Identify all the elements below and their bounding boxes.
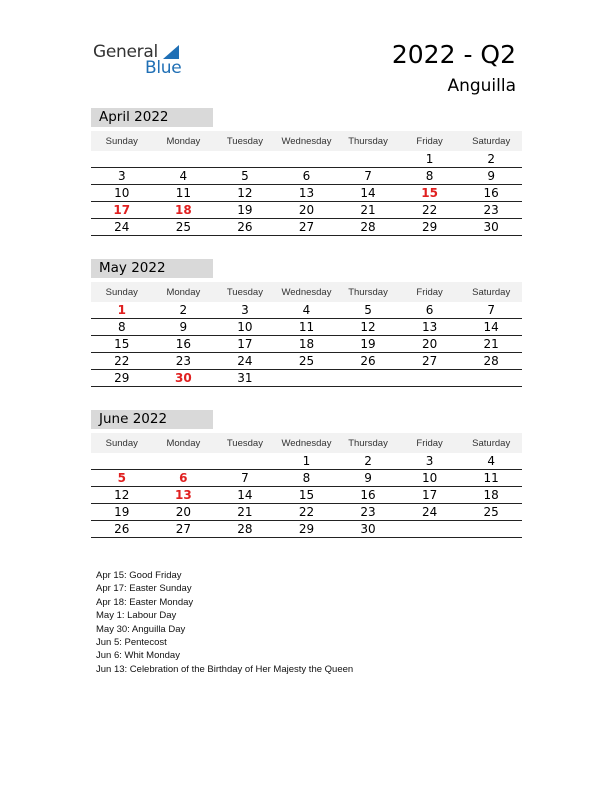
week-row — [91, 470, 522, 487]
day-cell: 15 — [399, 185, 461, 202]
day-cell: 8 — [399, 168, 461, 185]
holiday-note: May 30: Anguilla Day — [96, 623, 186, 635]
weekday-header: Monday — [153, 433, 215, 453]
day-cell: 2 — [337, 453, 399, 470]
day-cell: 29 — [91, 370, 153, 387]
day-cell: 8 — [276, 470, 338, 487]
day-cell: 21 — [460, 336, 522, 353]
day-cell: 12 — [337, 319, 399, 336]
day-cell: 28 — [337, 219, 399, 236]
day-cell: 14 — [460, 319, 522, 336]
holiday-note: Jun 5: Pentecost — [96, 637, 167, 649]
weekday-header: Saturday — [460, 433, 522, 453]
week-row — [91, 521, 522, 538]
day-cell: 11 — [460, 470, 522, 487]
day-cell — [153, 151, 215, 168]
day-cell: 23 — [460, 202, 522, 219]
weekday-header-row — [91, 433, 522, 453]
day-cell — [214, 453, 276, 470]
weekday-header: Tuesday — [214, 131, 276, 151]
day-cell: 27 — [276, 219, 338, 236]
day-cell: 7 — [460, 302, 522, 319]
day-cell: 3 — [91, 168, 153, 185]
logo — [93, 42, 203, 78]
day-cell: 25 — [153, 219, 215, 236]
day-cell: 16 — [460, 185, 522, 202]
month-block-april — [91, 108, 522, 236]
weekday-header: Wednesday — [276, 282, 338, 302]
day-cell: 27 — [153, 521, 215, 538]
weekday-header: Friday — [399, 433, 461, 453]
day-cell: 29 — [276, 521, 338, 538]
day-cell: 15 — [276, 487, 338, 504]
month-block-june — [91, 410, 522, 538]
day-cell: 4 — [276, 302, 338, 319]
month-block-may — [91, 259, 522, 387]
day-cell: 6 — [399, 302, 461, 319]
day-cell: 11 — [153, 185, 215, 202]
day-cell: 18 — [153, 202, 215, 219]
day-cell: 1 — [399, 151, 461, 168]
month-calendar — [91, 282, 522, 387]
weekday-header: Wednesday — [276, 131, 338, 151]
weekday-header: Sunday — [91, 131, 153, 151]
month-label: June 2022 — [91, 410, 213, 429]
day-cell: 21 — [214, 504, 276, 521]
holiday-note: Jun 6: Whit Monday — [96, 650, 180, 662]
day-cell: 26 — [337, 353, 399, 370]
day-cell: 9 — [153, 319, 215, 336]
holiday-note: Apr 17: Easter Sunday — [96, 583, 192, 595]
day-cell: 26 — [214, 219, 276, 236]
weekday-header-row — [91, 131, 522, 151]
day-cell — [276, 151, 338, 168]
week-row — [91, 302, 522, 319]
day-cell — [153, 453, 215, 470]
day-cell: 18 — [460, 487, 522, 504]
day-cell: 24 — [399, 504, 461, 521]
day-cell: 4 — [153, 168, 215, 185]
day-cell: 24 — [214, 353, 276, 370]
day-cell: 23 — [337, 504, 399, 521]
weekday-header: Thursday — [337, 433, 399, 453]
day-cell: 25 — [460, 504, 522, 521]
day-cell: 10 — [399, 470, 461, 487]
day-cell: 10 — [214, 319, 276, 336]
day-cell: 5 — [91, 470, 153, 487]
weekday-header: Tuesday — [214, 433, 276, 453]
week-row — [91, 353, 522, 370]
week-row — [91, 151, 522, 168]
weekday-header: Monday — [153, 131, 215, 151]
day-cell: 31 — [214, 370, 276, 387]
day-cell: 19 — [91, 504, 153, 521]
day-cell: 8 — [91, 319, 153, 336]
day-cell: 10 — [91, 185, 153, 202]
holiday-note: Jun 13: Celebration of the Birthday of Her Majesty the Queen — [96, 663, 354, 675]
day-cell: 13 — [399, 319, 461, 336]
day-cell: 3 — [214, 302, 276, 319]
day-cell: 25 — [276, 353, 338, 370]
weekday-header: Sunday — [91, 433, 153, 453]
day-cell: 28 — [214, 521, 276, 538]
page-title: 2022 - Q2 — [391, 40, 516, 69]
month-label: May 2022 — [91, 259, 213, 278]
day-cell — [91, 151, 153, 168]
day-cell: 28 — [460, 353, 522, 370]
day-cell: 22 — [399, 202, 461, 219]
day-cell: 4 — [460, 453, 522, 470]
day-cell: 18 — [276, 336, 338, 353]
day-cell — [460, 370, 522, 387]
holiday-note: Apr 18: Easter Monday — [96, 596, 194, 608]
holiday-note: Apr 15: Good Friday — [96, 570, 182, 581]
weekday-header: Wednesday — [276, 433, 338, 453]
day-cell — [91, 453, 153, 470]
logo-general-text: General — [93, 42, 158, 62]
day-cell: 30 — [337, 521, 399, 538]
week-row — [91, 504, 522, 521]
day-cell — [214, 151, 276, 168]
weekday-header: Tuesday — [214, 282, 276, 302]
day-cell: 22 — [276, 504, 338, 521]
day-cell: 27 — [399, 353, 461, 370]
week-row — [91, 168, 522, 185]
day-cell — [399, 370, 461, 387]
week-row — [91, 219, 522, 236]
day-cell: 6 — [153, 470, 215, 487]
weekday-header: Sunday — [91, 282, 153, 302]
month-calendar — [91, 433, 522, 538]
day-cell: 14 — [337, 185, 399, 202]
day-cell: 7 — [214, 470, 276, 487]
day-cell: 5 — [214, 168, 276, 185]
day-cell: 13 — [153, 487, 215, 504]
day-cell: 20 — [153, 504, 215, 521]
holiday-note: May 1: Labour Day — [96, 610, 177, 622]
week-row — [91, 453, 522, 470]
day-cell — [399, 521, 461, 538]
day-cell: 30 — [460, 219, 522, 236]
weekday-header: Saturday — [460, 131, 522, 151]
day-cell: 1 — [276, 453, 338, 470]
week-row — [91, 336, 522, 353]
day-cell: 9 — [337, 470, 399, 487]
day-cell: 24 — [91, 219, 153, 236]
month-label: April 2022 — [91, 108, 213, 127]
day-cell: 3 — [399, 453, 461, 470]
day-cell: 17 — [399, 487, 461, 504]
day-cell: 9 — [460, 168, 522, 185]
logo-triangle-icon — [163, 45, 179, 59]
day-cell: 2 — [153, 302, 215, 319]
day-cell: 22 — [91, 353, 153, 370]
weekday-header: Friday — [399, 282, 461, 302]
day-cell: 16 — [337, 487, 399, 504]
week-row — [91, 202, 522, 219]
day-cell: 30 — [153, 370, 215, 387]
day-cell: 26 — [91, 521, 153, 538]
weekday-header: Thursday — [337, 131, 399, 151]
day-cell: 2 — [460, 151, 522, 168]
day-cell: 21 — [337, 202, 399, 219]
weekday-header: Monday — [153, 282, 215, 302]
weekday-header: Friday — [399, 131, 461, 151]
day-cell: 19 — [337, 336, 399, 353]
day-cell: 14 — [214, 487, 276, 504]
day-cell: 20 — [276, 202, 338, 219]
day-cell: 12 — [214, 185, 276, 202]
day-cell — [276, 370, 338, 387]
day-cell: 20 — [399, 336, 461, 353]
day-cell: 12 — [91, 487, 153, 504]
week-row — [91, 487, 522, 504]
holiday-notes — [96, 569, 353, 676]
logo-blue-text: Blue — [145, 58, 182, 78]
day-cell: 17 — [91, 202, 153, 219]
day-cell: 16 — [153, 336, 215, 353]
week-row — [91, 319, 522, 336]
weekday-header: Thursday — [337, 282, 399, 302]
day-cell: 15 — [91, 336, 153, 353]
day-cell: 29 — [399, 219, 461, 236]
day-cell: 5 — [337, 302, 399, 319]
day-cell: 19 — [214, 202, 276, 219]
month-calendar — [91, 131, 522, 236]
day-cell — [337, 370, 399, 387]
day-cell: 7 — [337, 168, 399, 185]
week-row — [91, 185, 522, 202]
day-cell: 1 — [91, 302, 153, 319]
day-cell: 17 — [214, 336, 276, 353]
country-name: Anguilla — [447, 76, 516, 96]
week-row — [91, 370, 522, 387]
weekday-header-row — [91, 282, 522, 302]
day-cell: 13 — [276, 185, 338, 202]
day-cell — [337, 151, 399, 168]
weekday-header: Saturday — [460, 282, 522, 302]
day-cell — [460, 521, 522, 538]
day-cell: 6 — [276, 168, 338, 185]
day-cell: 11 — [276, 319, 338, 336]
day-cell: 23 — [153, 353, 215, 370]
